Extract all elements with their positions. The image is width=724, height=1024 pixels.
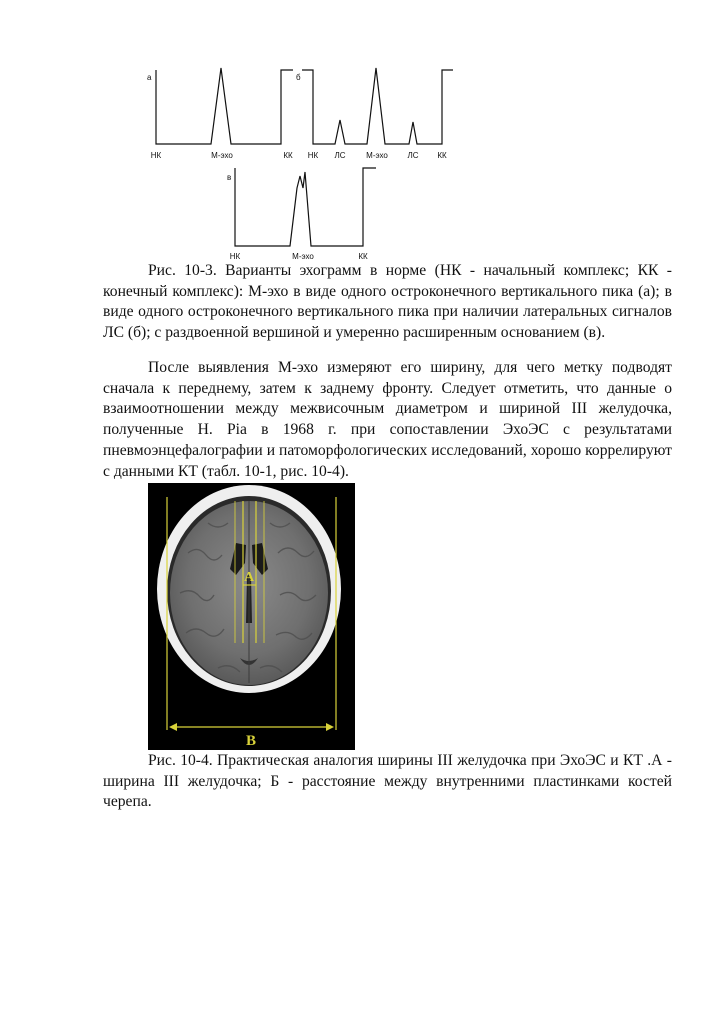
label-kk-a: КК — [283, 151, 293, 160]
label-nk-a: НК — [150, 151, 162, 160]
echogram-panel-v — [222, 160, 387, 265]
label-nk-b: НК — [307, 151, 319, 160]
figure-10-4-caption — [103, 751, 672, 813]
ct-scan-image — [148, 483, 355, 750]
echogram-panel-a — [143, 62, 303, 167]
body-paragraph-text: После выявления М-эхо измеряют его ширину, для чего метку подводят сначала к переднему, затем к заднему фронту. Следует отметить, что данные о взаимоотношении между межвисочным диаметром и шириной III желудочка, полученные Н. Pia в 1968 г. при сопоставлении ЭхоЭС с результатами пневмоэнцефалографии и патоморфологических исследований, хорошо коррелируют с данными КТ (табл. 10-1, рис. 10-4). — [103, 359, 672, 480]
body-paragraph — [103, 358, 672, 482]
figure-10-3-caption — [103, 261, 672, 344]
label-ls-left-b: ЛС — [334, 151, 346, 160]
panel-letter-a: а — [147, 73, 152, 82]
echogram-panel-b — [296, 62, 461, 167]
label-m-echo-b: М-эхо — [366, 151, 388, 160]
panel-letter-b: б — [296, 73, 301, 82]
figure-10-3-caption-text: . Варианты эхограмм в норме (НК - начальный комплекс; КК - конечный комплекс): М-эхо в виде одного остроконечного вертикального пика (а); в виде одного остроконечного вертикального пика при наличии латеральных сигналов ЛС (б); с раздвоенной вершиной и умеренно расширенным основанием (в). — [103, 262, 672, 342]
label-m-echo-v: М-эхо — [292, 252, 314, 261]
panel-letter-v: в — [227, 173, 232, 182]
figure-10-3-caption-lead: Рис. 10-3 — [148, 262, 213, 279]
label-kk-v: КК — [358, 252, 368, 261]
ct-label-b: B — [245, 733, 257, 749]
label-nk-v: НК — [229, 252, 241, 261]
figure-10-4-caption-lead: Рис. 10-4 — [148, 752, 209, 769]
ct-label-a: A — [243, 570, 255, 585]
label-kk-b: КК — [437, 151, 447, 160]
echogram-trace-b — [302, 68, 453, 144]
label-ls-right-b: ЛС — [407, 151, 419, 160]
figure-10-4-caption-text: . Практическая аналогия ширины III желудочка при ЭхоЭС и КТ .А - ширина III желудочка; Б - расстояние между внутренними пластинками костей черепа. — [103, 752, 672, 811]
echogram-trace-a — [156, 68, 293, 144]
label-m-echo-a: М-эхо — [211, 151, 233, 160]
echogram-trace-v — [235, 168, 376, 246]
